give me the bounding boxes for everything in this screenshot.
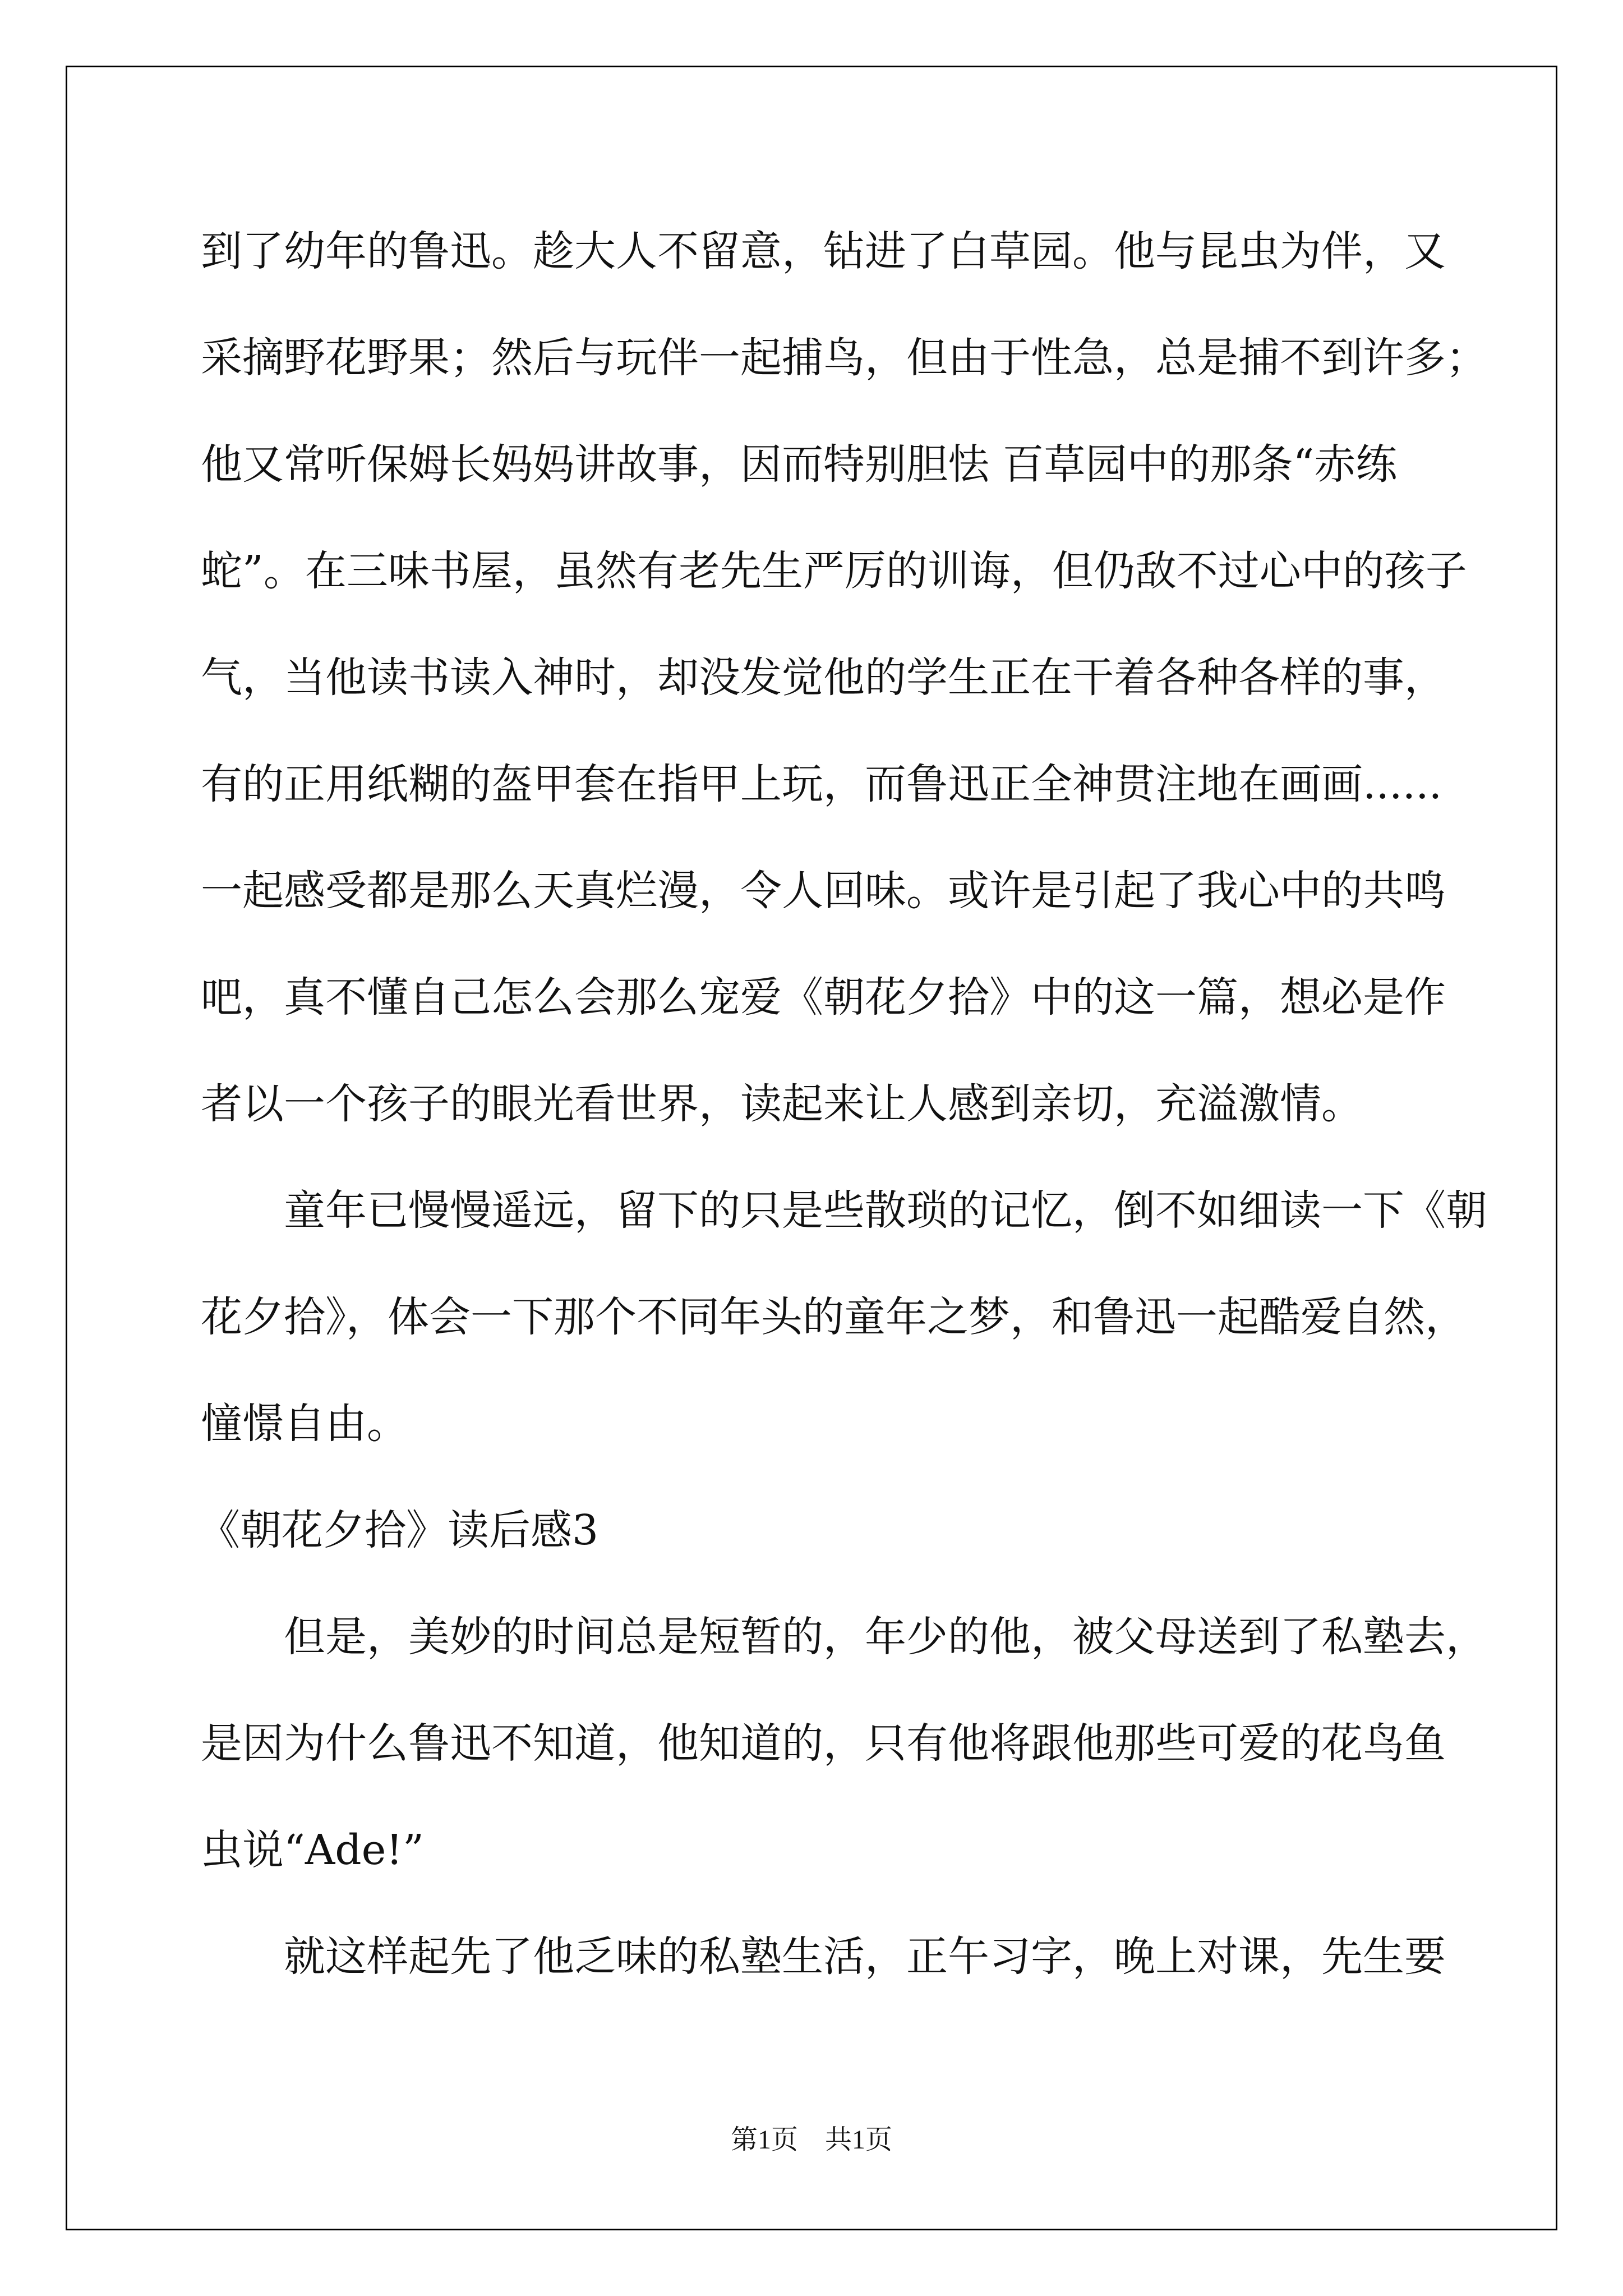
text-line: 一起感受都是那么天真烂漫，令人回味。或许是引起了我心中的共鸣 xyxy=(201,867,1446,915)
text-line: 采摘野花野果；然后与玩伴一起捕鸟，但由于性急，总是捕不到许多； xyxy=(201,334,1487,382)
text-line: 花夕拾》，体会一下那个不同年头的童年之梦，和鲁迅一起酷爱自然， xyxy=(201,1293,1467,1341)
text-line: 到了幼年的鲁迅。趁大人不留意，钻进了白草园。他与昆虫为伴，又 xyxy=(201,227,1446,275)
text-line: 蛇”。在三味书屋，虽然有老先生严厉的训诲，但仍敌不过心中的孩子 xyxy=(201,547,1467,595)
text-line: 是因为什么鲁迅不知道，他知道的，只有他将跟他那些可爱的花鸟鱼 xyxy=(201,1719,1446,1768)
text-line: 憧憬自由。 xyxy=(201,1400,408,1448)
text-line: 气，当他读书读入神时，却没发觉他的学生正在干着各种各样的事， xyxy=(201,654,1446,702)
text-line: 者以一个孩子的眼光看世界，读起来让人感到亲切，充溢激情。 xyxy=(201,1080,1363,1128)
paragraph-first-line: 童年已慢慢遥远，留下的只是些散琐的记忆，倒不如细读一下《朝 xyxy=(284,1186,1487,1235)
section-heading: 《朝花夕拾》读后感3 xyxy=(199,1506,599,1554)
text-line: 虫说“Ade!” xyxy=(201,1826,425,1874)
text-line: 他又常听保姆长妈妈讲故事，因而特别胆怯 百草园中的那条“赤练 xyxy=(201,440,1398,489)
text-line: 有的正用纸糊的盔甲套在指甲上玩，而鲁迅正全神贯注地在画画...... xyxy=(201,760,1442,808)
text-line: 吧，真不懂自己怎么会那么宠爱《朝花夕拾》中的这一篇，想必是作 xyxy=(201,973,1446,1022)
page-footer: 第1页 共1页 xyxy=(730,2125,892,2155)
document-body xyxy=(199,218,1487,2030)
paragraph-first-line: 但是，美妙的时间总是短暂的，年少的他，被父母送到了私塾去， xyxy=(284,1613,1487,1661)
paragraph-first-line: 就这样起先了他乏味的私塾生活，正午习字，晚上对课，先生要 xyxy=(284,1932,1446,1981)
